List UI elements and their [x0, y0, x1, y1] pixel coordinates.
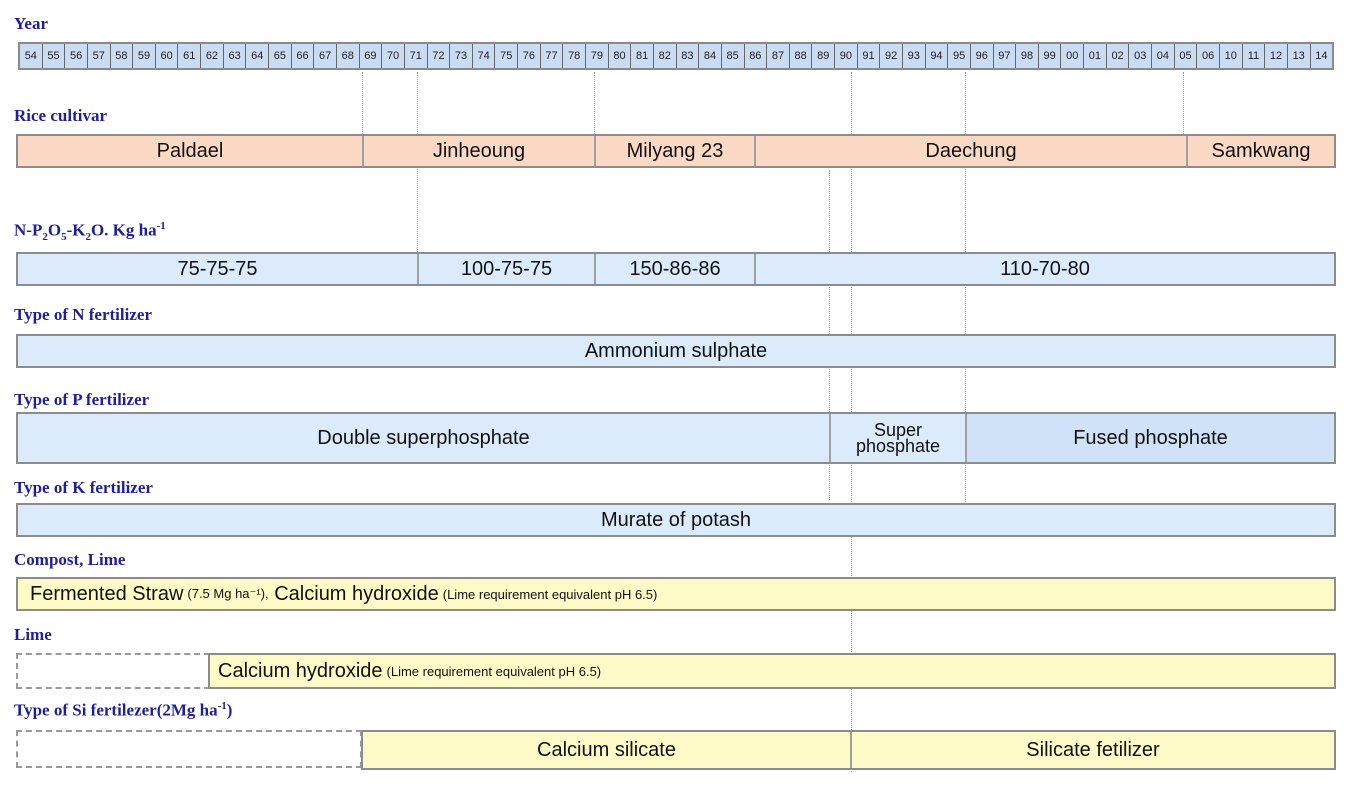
lime-bar — [208, 653, 1336, 689]
n-fert-bar — [16, 334, 1336, 368]
year-cell: 73 — [450, 44, 473, 68]
year-cell: 93 — [903, 44, 926, 68]
year-cell: 69 — [360, 44, 383, 68]
cultivar-bar — [16, 134, 1336, 168]
si-empty-period — [16, 730, 362, 768]
p-fert-fused-phosphate: Fused phosphate — [967, 414, 1334, 462]
si-fert-calcium-silicate: Calcium silicate — [363, 732, 852, 768]
k-fert-title: Type of K fertilizer — [14, 478, 153, 497]
lime-title: Lime — [14, 625, 52, 644]
year-cell: 95 — [948, 44, 971, 68]
p-fert-bar — [16, 412, 1336, 464]
year-cell: 68 — [337, 44, 360, 68]
year-cell: 84 — [699, 44, 722, 68]
year-cell: 57 — [88, 44, 111, 68]
year-cell: 90 — [835, 44, 858, 68]
year-title: Year — [14, 14, 48, 33]
year-cell: 56 — [65, 44, 88, 68]
p-fert-superphosphate: Super phosphate — [831, 414, 967, 462]
year-cell: 61 — [178, 44, 201, 68]
year-cell: 03 — [1129, 44, 1152, 68]
year-cell: 96 — [971, 44, 994, 68]
npk-bar — [16, 252, 1336, 286]
year-cell: 78 — [563, 44, 586, 68]
si-fert-silicate-fertilizer: Silicate fetilizer — [852, 732, 1334, 768]
year-cell: 01 — [1084, 44, 1107, 68]
year-cell: 06 — [1197, 44, 1220, 68]
guide-line-1969 — [362, 72, 363, 134]
year-cell: 02 — [1107, 44, 1130, 68]
year-cell: 13 — [1288, 44, 1311, 68]
p-fert-double-superphosphate: Double superphosphate — [18, 414, 831, 462]
cultivar-title: Rice cultivar — [14, 106, 107, 125]
k-fert-bar — [16, 503, 1336, 537]
year-cell: 97 — [994, 44, 1017, 68]
compost-fermented-straw: Fermented Straw (7.5 Mg ha⁻¹), Calcium hydroxide (Lime requirement equivalent pH 6.5) — [18, 579, 1334, 609]
year-cell: 66 — [292, 44, 315, 68]
npk-period-3: 150-86-86 — [596, 254, 756, 284]
year-cell: 85 — [722, 44, 745, 68]
year-cell: 67 — [314, 44, 337, 68]
year-cell: 14 — [1315, 50, 1328, 62]
year-cell: 70 — [382, 44, 405, 68]
guide-line-1979 — [594, 72, 595, 134]
year-cell: 91 — [858, 44, 881, 68]
year-cell: 82 — [654, 44, 677, 68]
cultivar-paldael: Paldael — [18, 136, 364, 166]
year-cell: 65 — [269, 44, 292, 68]
compost-title: Compost, Lime — [14, 550, 126, 569]
year-cell: 62 — [201, 44, 224, 68]
year-cell: 74 — [473, 44, 496, 68]
year-cell: 80 — [609, 44, 632, 68]
year-cell: 83 — [677, 44, 700, 68]
cultivar-milyang23: Milyang 23 — [596, 136, 756, 166]
lime-calcium-hydroxide: Calcium hydroxide (Lime requirement equivalent pH 6.5) — [210, 655, 1334, 687]
year-cell: 86 — [745, 44, 768, 68]
year-cell: 72 — [428, 44, 451, 68]
year-cell: 87 — [767, 44, 790, 68]
year-cell: 89 — [812, 44, 835, 68]
year-cell: 60 — [156, 44, 179, 68]
year-cell: 12 — [1265, 44, 1288, 68]
year-cell: 77 — [541, 44, 564, 68]
year-cell: 79 — [586, 44, 609, 68]
year-cell: 64 — [246, 44, 269, 68]
cultivar-daechung: Daechung — [756, 136, 1188, 166]
year-cell: 75 — [495, 44, 518, 68]
k-fert-murate-of-potash: Murate of potash — [18, 505, 1334, 535]
lime-empty-period — [16, 653, 210, 689]
guide-line-2005 — [1183, 72, 1184, 134]
year-cell: 00 — [1061, 44, 1084, 68]
n-fert-ammonium-sulphate: Ammonium sulphate — [18, 336, 1334, 366]
npk-period-2: 100-75-75 — [419, 254, 596, 284]
year-cell: 55 — [43, 44, 66, 68]
year-cell: 05 — [1175, 44, 1198, 68]
year-cell: 63 — [224, 44, 247, 68]
year-cell: 76 — [518, 44, 541, 68]
year-cell: 59 — [133, 44, 156, 68]
year-cell: 94 — [926, 44, 949, 68]
year-cell: 71 — [405, 44, 428, 68]
cultivar-jinheoung: Jinheoung — [364, 136, 596, 166]
cultivar-samkwang: Samkwang — [1188, 136, 1334, 166]
n-fert-title: Type of N fertilizer — [14, 305, 152, 324]
year-cell: 81 — [631, 44, 654, 68]
compost-bar — [16, 577, 1336, 611]
npk-title: $N-P_2O_5-K_2O$. Kg $ha^{-1}$ — [14, 220, 166, 244]
year-cell: 88 — [790, 44, 813, 68]
si-fert-bar — [361, 730, 1336, 770]
year-cell: 10 — [1220, 44, 1243, 68]
year-cell: 98 — [1016, 44, 1039, 68]
npk-period-4: 110-70-80 — [756, 254, 1334, 284]
year-cell: 04 — [1152, 44, 1175, 68]
year-cell: 92 — [880, 44, 903, 68]
si-fert-title: Type of Si fertilezer(2Mg $ha^{-1}$) — [14, 700, 233, 720]
year-cell: 11 — [1243, 44, 1266, 68]
year-cell: 58 — [111, 44, 134, 68]
p-fert-title: Type of P fertilizer — [14, 390, 150, 409]
npk-period-1: 75-75-75 — [18, 254, 419, 284]
year-cell: 54 — [20, 44, 43, 68]
year-cell: 99 — [1039, 44, 1062, 68]
year-timeline — [18, 42, 1334, 70]
